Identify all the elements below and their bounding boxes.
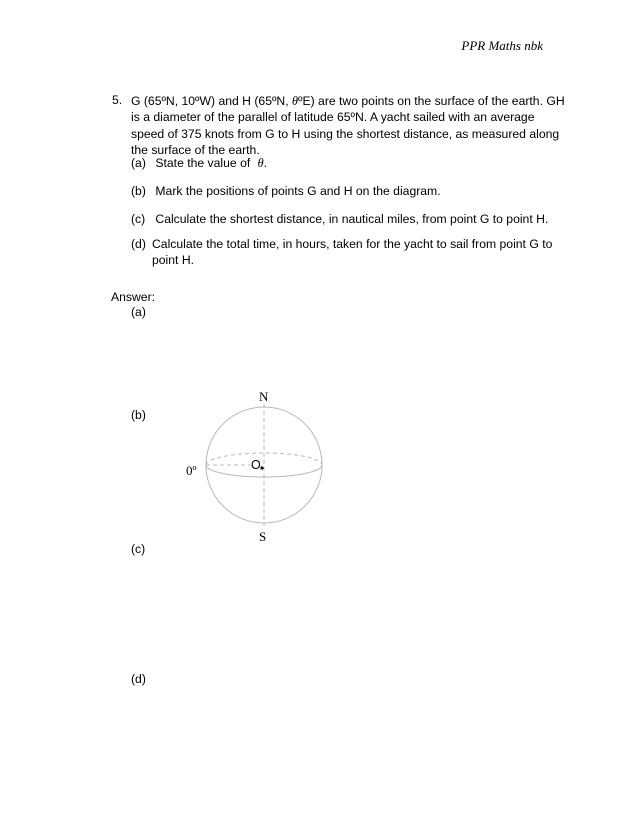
south-label: S	[259, 529, 267, 544]
centre-label: O	[251, 458, 261, 472]
north-label: N	[259, 389, 269, 404]
stem-line-1: G (65ºN, 10ºW) and H (65ºN, θºE) are two points on the surface of the earth. GH	[131, 94, 565, 108]
question-part-c: (c) Calculate the shortest distance, in nautical miles, from point G to point H.	[131, 212, 549, 226]
theta-symbol: θ	[292, 94, 299, 108]
answer-heading: Answer:	[111, 290, 156, 304]
question-number: 5.	[112, 93, 123, 107]
stem-line-3: speed of 375 knots from G to H using the shortest distance, as measured along	[131, 126, 560, 141]
question-part-d: (d) Calculate the total time, in hours, taken for the yacht to sail from point G to point H.	[131, 237, 553, 268]
stem-line-2: is a diameter of the parallel of latitude 65ºN. A yacht sailed with an average	[131, 110, 535, 125]
answer-label-b: (b)	[131, 408, 146, 422]
answer-label-d: (d)	[131, 672, 146, 686]
page-header: PPR Maths nbk	[461, 38, 543, 53]
question-part-b: (b) Mark the positions of points G and H on the diagram.	[131, 184, 441, 198]
stem-line-4: the surface of the earth.	[131, 142, 260, 157]
question-part-a: (a) State the value of θ.	[131, 156, 268, 170]
answer-label-a: (a)	[131, 305, 146, 319]
answer-label-c: (c)	[131, 542, 146, 556]
meridian-label: 0º	[186, 463, 197, 478]
